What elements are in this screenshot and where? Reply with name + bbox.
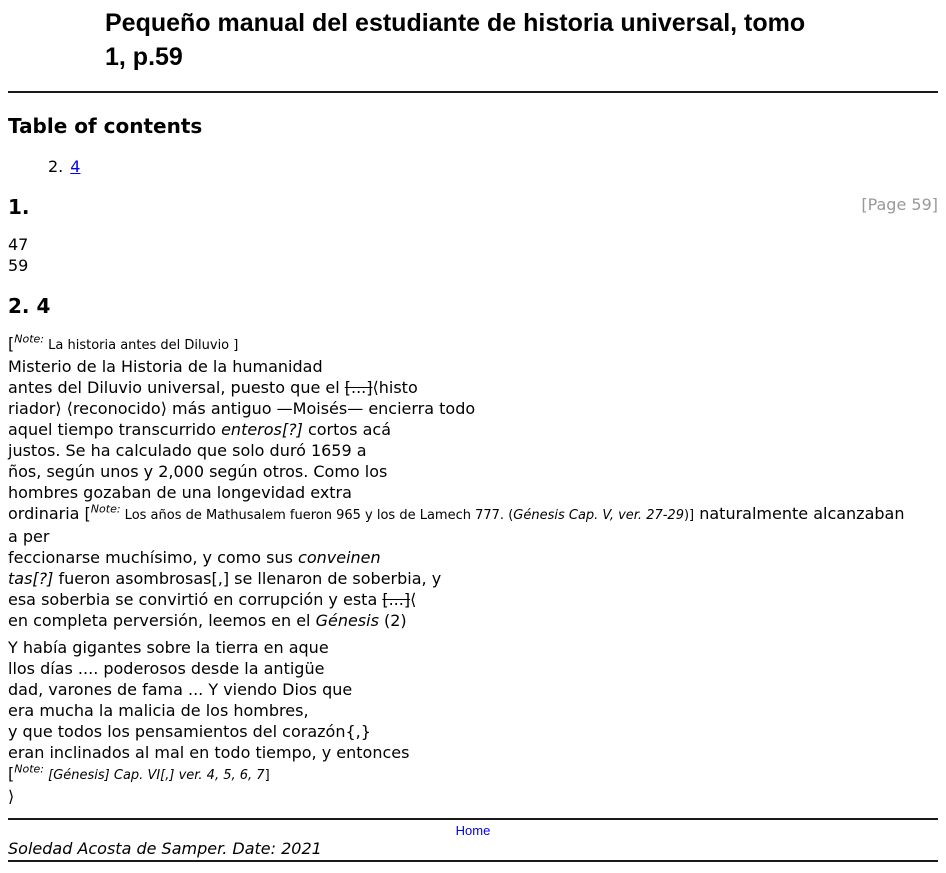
struck-text: [...] — [344, 378, 373, 397]
text-line — [8, 638, 329, 657]
toc-item — [48, 156, 938, 177]
page-marker: [Page 59] — [861, 195, 938, 214]
text-segment: ños, según unos y 2,000 según otros. Como los — [8, 462, 388, 481]
text-line — [8, 611, 407, 630]
note-text: )] — [683, 508, 695, 523]
transcription-paragraph-1 — [8, 333, 938, 631]
text-segment: ⟨histo — [372, 378, 418, 397]
toc-item-link[interactable]: 4 — [70, 157, 81, 176]
text-segment: tas[?] — [8, 569, 54, 588]
text-line — [8, 722, 371, 741]
text-segment: [ — [8, 764, 15, 783]
text-line: 47 — [8, 235, 29, 254]
text-line — [8, 787, 14, 806]
credit-line: Soledad Acosta de Samper. Date: 2021 — [8, 839, 322, 858]
text-line — [8, 590, 416, 609]
text-line — [8, 701, 309, 720]
toc-list — [8, 156, 938, 177]
text-segment: Génesis — [315, 611, 379, 630]
text-line: 1, p.59 — [105, 43, 183, 71]
toc-item-number: 2. — [48, 157, 64, 176]
text-segment: aquel tiempo transcurrido — [8, 420, 222, 439]
text-line — [8, 659, 324, 678]
text-segment: ⟨ — [410, 590, 417, 609]
text-segment: conveinen — [298, 548, 381, 567]
divider-bottom — [8, 860, 938, 862]
note-text: Génesis Cap. V, ver. 27-29 — [513, 508, 684, 523]
text-line — [8, 420, 391, 439]
text-line — [8, 462, 387, 481]
text-segment: Y había gigantes sobre la tierra en aque — [8, 638, 329, 657]
divider-top — [8, 91, 938, 93]
text-line — [8, 441, 367, 460]
text-line — [8, 399, 475, 418]
text-segment: eran inclinados al mal en todo tiempo, y entonces — [8, 743, 410, 762]
text-line — [8, 504, 904, 523]
document-page — [8, 6, 938, 862]
text-segment: hombres gozaban de una longevidad extra — [8, 483, 352, 502]
toc-heading: Table of contents — [8, 114, 203, 138]
text-segment: esa soberbia se convirtió en corrupción y esta — [8, 590, 383, 609]
text-line: 59 — [8, 256, 29, 275]
text-segment: [ — [84, 504, 91, 523]
text-line — [8, 548, 381, 567]
note-text: ] — [264, 768, 270, 783]
note-label: Note: — [14, 762, 44, 776]
text-line — [8, 764, 270, 783]
text-segment: fueron asombrosas[,] se llenaron de soberbia, y — [53, 569, 442, 588]
text-segment: ordinaria — [8, 504, 85, 523]
text-line — [8, 357, 323, 376]
section-1-heading-label: 1. — [8, 195, 30, 219]
text-segment: en completa perversión, leemos en el — [8, 611, 316, 630]
text-segment: riador⟩ ⟨reconocido⟩ más antiguo —Moisés— encierra todo — [8, 399, 476, 418]
text-segment: antes del Diluvio universal, puesto que el — [8, 378, 345, 397]
text-segment: y que todos los pensamientos del corazón{,} — [8, 722, 371, 741]
text-segment: (2) — [378, 611, 407, 630]
text-segment: era mucha la malicia de los hombres, — [8, 701, 309, 720]
text-line — [8, 334, 238, 353]
text-segment: Misterio de la Historia de la humanidad — [8, 357, 323, 376]
text-line — [8, 378, 418, 397]
text-segment: dad, varones de fama ... Y viendo Dios que — [8, 680, 353, 699]
text-line — [8, 483, 352, 502]
text-line — [8, 680, 352, 699]
section-2-heading: 2. 4 — [8, 294, 51, 318]
note-text: [Génesis] Cap. VI[,] ver. 4, 5, 6, 7 — [48, 768, 265, 783]
page-title — [105, 6, 938, 74]
text-segment: naturalmente alcanzaban — [694, 504, 905, 523]
note-label: Note: — [90, 502, 121, 516]
transcription-paragraph-2 — [8, 637, 938, 807]
text-segment: enteros[?] — [221, 420, 303, 439]
footer-nav — [8, 820, 938, 839]
text-segment: a per — [8, 527, 50, 546]
home-link[interactable]: Home — [455, 823, 491, 838]
section-1-heading — [8, 194, 938, 220]
text-segment: feccionarse muchísimo, y como sus — [8, 548, 299, 567]
text-line — [8, 569, 441, 588]
note-text: Los años de Mathusalem fueron 965 y los de Lamech 777. ( — [120, 508, 514, 523]
struck-text: [...] — [382, 590, 411, 609]
text-segment: [ — [8, 334, 15, 353]
text-line — [8, 527, 49, 546]
page-number-lines — [8, 234, 938, 276]
text-segment: justos. Se ha calculado que solo duró 1659 a — [8, 441, 367, 460]
note-text: La historia antes del Diluvio ] — [44, 338, 239, 353]
text-segment: cortos acá — [302, 420, 391, 439]
text-line — [8, 743, 409, 762]
text-segment: llos días .... poderosos desde la antigüe — [8, 659, 325, 678]
note-label: Note: — [14, 332, 44, 346]
text-line: Pequeño manual del estudiante de historia universal, tomo — [105, 9, 806, 37]
text-segment: ⟩ — [8, 787, 15, 806]
